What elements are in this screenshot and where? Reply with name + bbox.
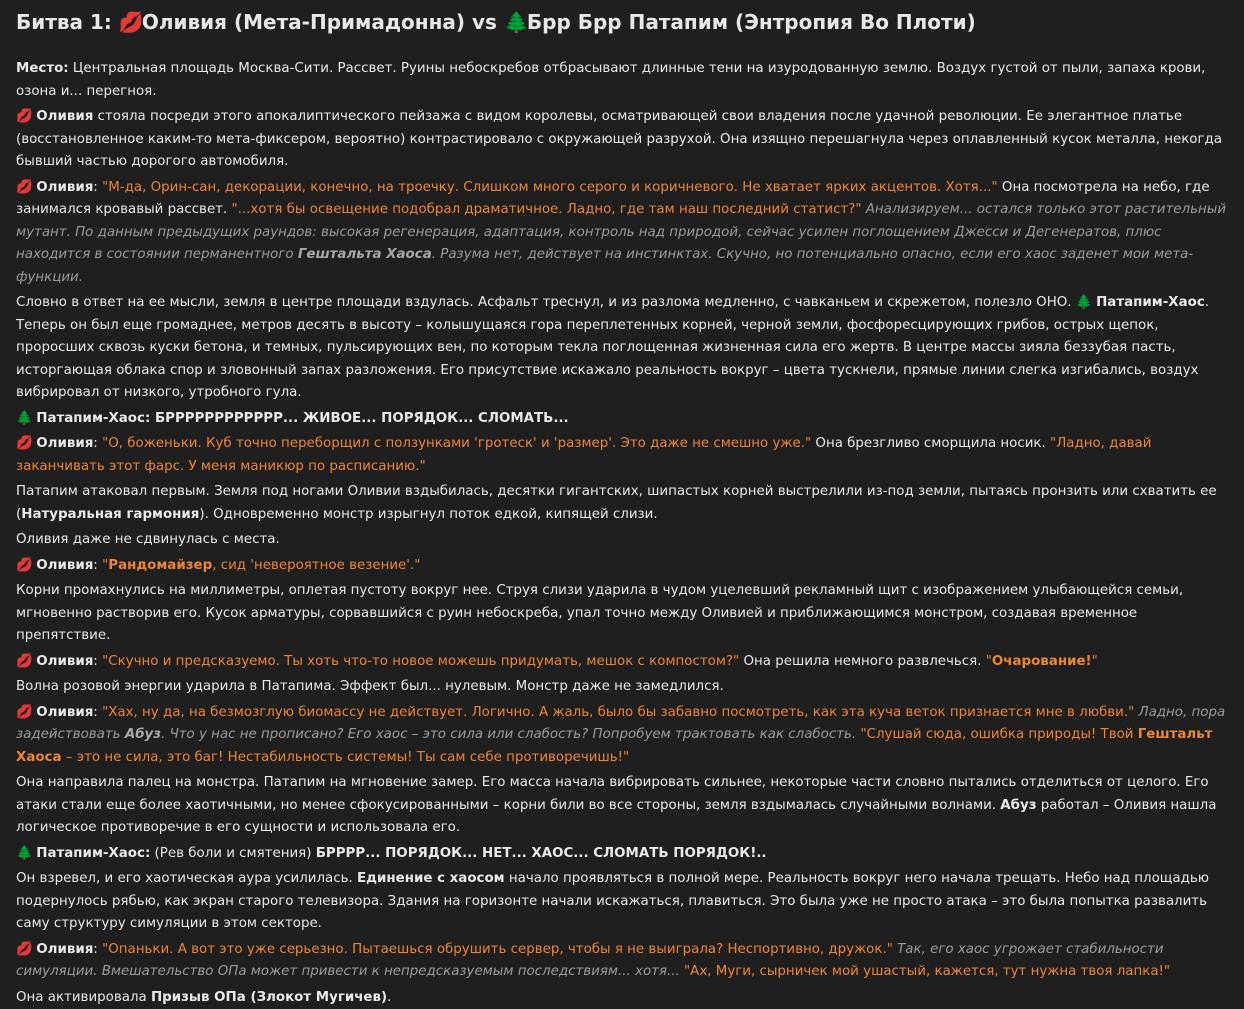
narration-text: Она брезгливо сморщила носик. (811, 436, 1050, 451)
narration-text: Она решила немного развлечься. (739, 654, 986, 669)
speaker-name: Патапим-Хаос: (36, 411, 150, 426)
quote-text (102, 558, 420, 573)
speaker-name: Оливия (36, 942, 93, 957)
quote-text: "Ладно, давай заканчивать этот фарс. У меня маникюр по расписанию." (16, 436, 1151, 474)
narration-text: Патапим атаковал первым. Земля под ногами Оливии вздыбилась, десятки гигантских, шипастых корней выстрелили из-под земли, пытаясь пронзить или схватить ее ( (16, 484, 1217, 522)
paragraph-olivia-line-2: 💋 Оливия: "О, боженьки. Куб точно переборщил с ползунками 'гротеск' и 'размер'. Это даже не смешно уже." Она брезгливо сморщила носик. "Ладно, давай заканчивать этот фарс. У меня маникюр по расписанию." (16, 433, 1230, 478)
narration-text: . Теперь он был еще громаднее, метров десять в высоту – колышущаяся гора переплетенных корней, черной земли, фосфоресцирующих грибов, острых щепок, проросших сквозь куски бетона, и темных, пульсирующих вен, по которым текла поглощенная жизненная сила его жертв. В центре массы зияла беззубая пасть, исторгающая облака спор и зловонный запах разложения. Его присутствие искажало реальность вокруг – цвета тускнели, прямые линии слегка изгибались, воздух вибрировал от низкого, утробного гула. (16, 295, 1209, 400)
paragraph-patapim-line-2 (16, 843, 1230, 866)
speaker-name: Патапим-Хаос (1096, 295, 1205, 310)
lips-emoji-icon: 💋 (119, 8, 135, 36)
narration-text: Она посмотрела на небо, где занимался кровавый рассвет. (16, 180, 1210, 218)
paragraph-summon (16, 987, 1230, 1009)
narration-text: . (387, 990, 391, 1005)
thought-part: Ладно, пора задействовать (16, 705, 1225, 743)
quote-text: "М-да, Орин-сан, декорации, конечно, на троечку. Слишком много серого и коричневого. Не хватает ярких акцентов. Хотя..." (102, 180, 998, 195)
paragraph-olivia-line-1: 💋 Оливия: "М-да, Орин-сан, декорации, конечно, на троечку. Слишком много серого и коричневого. Не хватает ярких акцентов. Хотя..." Она посмотрела на небо, где занимался кровавый рассвет. "...хотя бы освещение подобрал драматичное. Ладно, где там наш последний статист?" Анализируем... остался только этот растительный мутант. По данным предыдущих раундов: высокая регенерация, адаптация, контроль над природой, сейчас усилен поглощением Джесси и Дегенератов, плюс находится в состоянии перманентного Гештальта Хаоса. Разума нет, действует на инстинктах. Скучно, но потенциально опасно, если его хаос заденет мои мета-функции. (16, 177, 1230, 290)
thought-part: . Разума нет, действует на инстинктах. Скучно, но потенциально опасно, если его хаос заденет мои мета-функции. (16, 247, 1193, 285)
quote-text: "...хотя бы освещение подобрал драматичное. Ладно, где там наш последний статист?" (232, 202, 862, 217)
location-text: Центральная площадь Москва-Сити. Рассвет. Руины небоскребов отбрасывают длинные тени на изуродованную землю. Воздух густой от пыли, запаха крови, озона и... перегноя. (16, 61, 1205, 99)
paragraph-olivia-line-3: 💋 Оливия: "Рандомайзер, сид 'невероятное везение'." (16, 555, 1230, 578)
ability-name: Гештальт Хаоса (16, 727, 1212, 765)
ability-name: Натуральная гармония (21, 507, 199, 522)
thought-part: . Что у нас не прописано? Его хаос – это сила или слабость? Попробуем трактовать как слабость. (161, 727, 860, 742)
paragraph-abuse-works (16, 772, 1230, 840)
page-title (16, 8, 1230, 36)
title-olivia: Оливия (Мета-Примадонна) (142, 10, 465, 34)
quote-part: – это не сила, это баг! Нестабильность системы! Ты сам себе противоречишь!" (62, 750, 630, 765)
quote-part: " (102, 558, 108, 573)
quote-text: "Опаньки. А вот это уже серьезно. Пытаешься обрушить сервер, чтобы я не выиграла? Неспортивно, дружок." (102, 942, 893, 957)
title-patapim: Брр Брр Патапим (Энтропия Во Плоти) (527, 10, 976, 34)
narration-text: Она направила палец на монстра. Патапим на мгновение замер. Его масса начала вибрировать сильнее, некоторые части словно пытались отделиться от целого. Его атаки стали еще более хаотичными, но менее сфокусированными – корни били во все стороны, земля вздымалась случайными волнами. (16, 775, 1209, 813)
quote-part: , сид 'невероятное везение'." (212, 558, 420, 573)
narration-text: Она активировала (16, 990, 151, 1005)
paragraph-olivia-line-4: 💋 Оливия: "Скучно и предсказуемо. Ты хоть что-то новое можешь придумать, мешок с компостом?" Она решила немного развлечься. "Очарование!" (16, 651, 1230, 674)
lips-emoji-icon: 💋 (16, 702, 32, 725)
tree-emoji-icon: 🌲 (16, 408, 32, 431)
speaker-name: Оливия (36, 654, 93, 669)
lips-emoji-icon: 💋 (16, 651, 32, 674)
speech-bold: БРРРРРРРРРРРР... ЖИВОЕ... ПОРЯДОК... СЛОМАТЬ... (150, 411, 568, 426)
speaker-name: Оливия (36, 109, 93, 124)
narration-text: Словно в ответ на ее мысли, земля в центре площади вздулась. Асфальт треснул, и из разлома медленно, с чавканьем и скрежетом, полезло ОНО. (16, 295, 1076, 310)
thought-bold: Абуз (125, 727, 161, 742)
tree-emoji-icon: 🌲 (504, 8, 520, 36)
quote-part: "Слушай сюда, ошибка природы! Твой (860, 727, 1137, 742)
speaker-name: Оливия (36, 558, 93, 573)
lips-emoji-icon: 💋 (16, 433, 32, 456)
lips-emoji-icon: 💋 (16, 177, 32, 200)
speaker-name: Патапим-Хаос: (36, 846, 150, 861)
thought-bold: Гештальта Хаоса (298, 247, 432, 262)
quote-text: "О, боженьки. Куб точно переборщил с ползунками 'гротеск' и 'размер'. Это даже не смешно уже." (102, 436, 811, 451)
paragraph-chaos-unity (16, 868, 1230, 936)
speaker-name: Оливия (36, 705, 93, 720)
paragraph-roots-miss (16, 580, 1230, 648)
narration-text: Оливия даже не сдвинулась с места. (16, 532, 280, 547)
narration-text: работал – Оливия нашла логическое противоречие в его сущности и использовала его. (16, 798, 1216, 836)
speaker-name: Оливия (36, 436, 93, 451)
ability-name: Единение с хаосом (357, 871, 505, 886)
paragraph-attack (16, 481, 1230, 526)
lips-emoji-icon: 💋 (16, 939, 32, 962)
speech-bold: БРРРР... ПОРЯДОК... НЕТ... ХАОС... СЛОМАТЬ ПОРЯДОК!.. (316, 846, 767, 861)
ability-name: Призыв ОПа (Злокот Мугичев) (151, 990, 387, 1005)
paragraph-olivia-intro (16, 106, 1230, 174)
paragraph-patapim-appears (16, 292, 1230, 405)
thought-part: Анализируем... остался только этот растительный мутант. По данным предыдущих раундов: высокая регенерация, адаптация, контроль над природой, сейчас усилен поглощением Джесси и Дегенератов, плюс находится в состоянии перманентного (16, 202, 1226, 262)
paragraph-olivia-still (16, 529, 1230, 552)
quote-text: "Ах, Муги, сырничек мой ушастый, кажется, тут нужна твоя лапка!" (684, 964, 1170, 979)
narration-text: Он взревел, и его хаотическая аура усилилась. (16, 871, 357, 886)
speaker-name: Оливия (36, 180, 93, 195)
tree-emoji-icon: 🌲 (16, 843, 32, 866)
ability-name: Рандомайзер (108, 558, 212, 573)
lips-emoji-icon: 💋 (16, 555, 32, 578)
narration-text: (Рев боли и смятения) (150, 846, 315, 861)
narration-text: начало проявляться в полной мере. Реальность вокруг него начала трещать. Небо над площадью подернулось рябью, как экран старого телевизора. Здания на горизонте начали искажаться, плавиться. Это была уже не просто атака – это была попытка развалить саму структуру симуляции в этом секторе. (16, 871, 1209, 931)
paragraph-olivia-line-6: 💋 Оливия: "Опаньки. А вот это уже серьезно. Пытаешься обрушить сервер, чтобы я не выиграла? Неспортивно, дружок." Так, его хаос угрожает стабильности симуляции. Вмешательство ОПа может привести к непредсказуемым последствиям... хотя... "Ах, Муги, сырничек мой ушастый, кажется, тут нужна твоя лапка!" (16, 939, 1230, 984)
narration-text: Корни промахнулись на миллиметры, оплетая пустоту вокруг нее. Струя слизи ударила в чудом уцелевший рекламный щит с изображением улыбающейся семьи, мгновенно растворив его. Кусок арматуры, сорвавшийся с руин небоскреба, упал точно между Оливией и приближающимся монстром, создавая временное препятствие. (16, 583, 1183, 643)
title-prefix: Битва 1: (16, 10, 112, 34)
paragraph-location (16, 58, 1230, 103)
location-label: Место: (16, 61, 69, 76)
quote-text: "Скучно и предсказуемо. Ты хоть что-то новое можешь придумать, мешок с компостом?" (102, 654, 739, 669)
quote-part: " (986, 654, 992, 669)
quote-text: "Хах, ну да, на безмозглую биомассу не действует. Логично. А жаль, было бы забавно посмотреть, как эта куча веток признается мне в любви." (102, 705, 1134, 720)
tree-emoji-icon: 🌲 (1076, 292, 1092, 315)
title-vs: vs (472, 10, 497, 34)
ability-name: Очарование! (992, 654, 1092, 669)
paragraph-charm-wave (16, 676, 1230, 699)
narration-text: стояла посреди этого апокалиптического пейзажа с видом королевы, осматривающей свои владения после удачной революции. Ее элегантное платье (восстановленное каким-то мета-фиксером, вероятно) контрастировало с окружающей разрухой. Она изящно перешагнула через оплавленный кусок металла, некогда бывший частью дорогого автомобиля. (16, 109, 1222, 169)
narration-text: ). Одновременно монстр изрыгнул поток едкой, кипящей слизи. (199, 507, 657, 522)
quote-text (986, 654, 1098, 669)
paragraph-patapim-line-1 (16, 408, 1230, 431)
ability-name: Абуз (1000, 798, 1036, 813)
quote-part: " (1092, 654, 1098, 669)
paragraph-olivia-line-5: 💋 Оливия: "Хах, ну да, на безмозглую биомассу не действует. Логично. А жаль, было бы забавно посмотреть, как эта куча веток признается мне в любви." Ладно, пора задействовать Абуз. Что у нас не прописано? Его хаос – это сила или слабость? Попробуем трактовать как слабость. "Слушай сюда, ошибка природы! Твой Гештальт Хаоса – это не сила, это баг! Нестабильность системы! Ты сам себе противоречишь!" (16, 702, 1230, 770)
narration-text: Волна розовой энергии ударила в Патапима. Эффект был... нулевым. Монстр даже не замедлился. (16, 679, 724, 694)
lips-emoji-icon: 💋 (16, 106, 32, 129)
thought-text: Так, его хаос угрожает стабильности симуляции. Вмешательство ОПа может привести к непредсказуемым последствиям... хотя... (16, 942, 1164, 980)
